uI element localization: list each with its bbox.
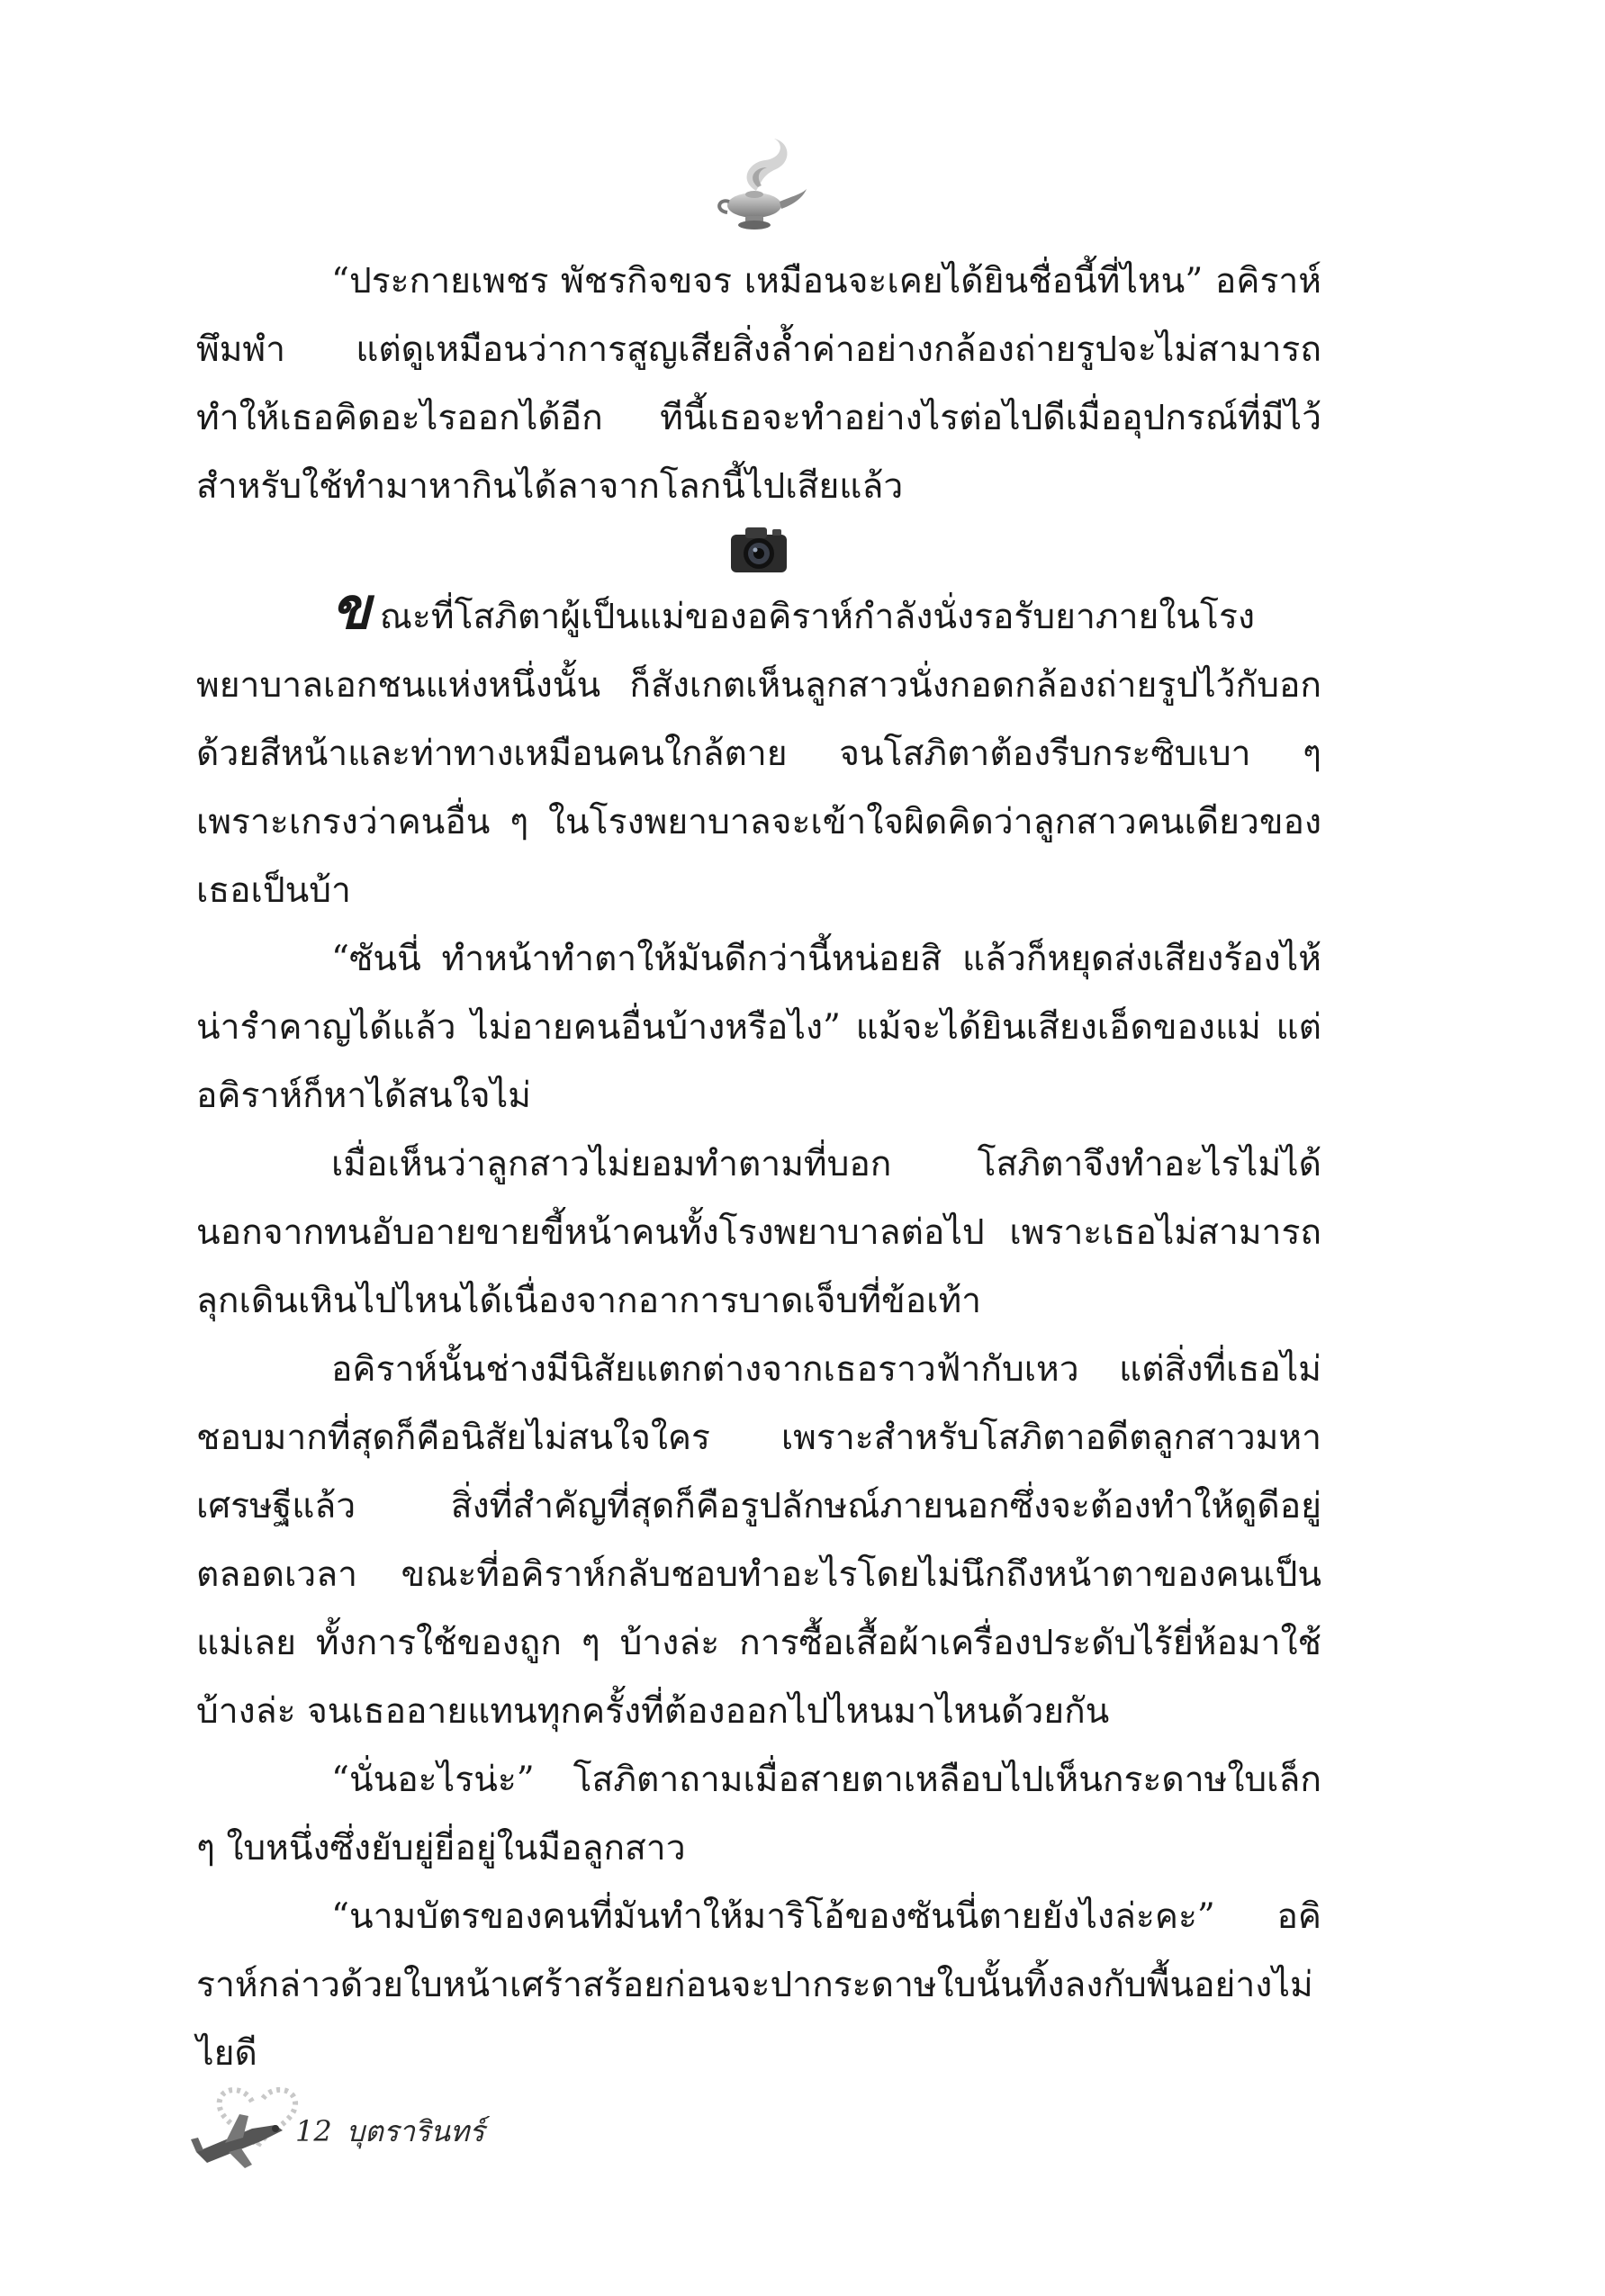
genie-lamp-ornament-icon <box>702 135 810 234</box>
paragraph-first <box>196 575 1321 925</box>
paragraph: “นามบัตรของคนที่มันทำให้มาริโอ้ของซันนี่ตายยังไงล่ะคะ” อคิราห์กล่าวด้วยใบหน้าเศร้าสร้อยก่อนจะปากระดาษใบนั้นทิ้งลงกับพื้นอย่างไม่ไยดี <box>196 1896 1321 2074</box>
footer-text <box>295 2109 499 2155</box>
author-name: บุตรารินทร์ <box>346 2114 485 2148</box>
paragraph: อคิราห์นั้นช่างมีนิสัยแตกต่างจากเธอราวฟ้ากับเหว แต่สิ่งที่เธอไม่ชอบมากที่สุดก็คือนิสัยไม่สนใจใคร เพราะสำหรับโสภิตาอดีตลูกสาวมหาเศรษฐีแล้ว สิ่งที่สำคัญที่สุดก็คือรูปลักษณ์ภายนอกซึ่งจะต้องทำให้ดูดีอยู่ตลอดเวลา ขณะที่อคิราห์กลับชอบทำอะไรโดยไม่นึกถึงหน้าตาของคนเป็นแม่เลย ทั้งการใช้ของถูก ๆ บ้างล่ะ การซื้อเสื้อผ้าเครื่องประดับไร้ยี่ห้อมาใช้บ้างล่ะ จนเธออายแทนทุกครั้งที่ต้องออกไปไหนมาไหนด้วยกัน <box>196 1349 1321 1732</box>
paragraph: เมื่อเห็นว่าลูกสาวไม่ยอมทำตามที่บอก โสภิตาจึงทำอะไรไม่ได้นอกจากทนอับอายขายขี้หน้าคนทั้งโรงพยาบาลต่อไป เพราะเธอไม่สามารถลุกเดินเหินไปไหนได้เนื่องจากอาการบาดเจ็บที่ข้อเท้า <box>196 1144 1321 1321</box>
paragraph-first-text: ณะที่โสภิตาผู้เป็นแม่ของอคิราห์กำลังนั่งรอรับยาภายในโรงพยาบาลเอกชนแห่งหนึ่งนั้น ก็สังเกตเห็นลูกสาวนั่งกอดกล้องถ่ายรูปไว้กับอกด้วยสีหน้าและท่าทางเหมือนคนใกล้ตาย จนโสภิตาต้องรีบกระซิบเบา ๆ เพราะเกรงว่าคนอื่น ๆ ในโรงพยาบาลจะเข้าใจผิดคิดว่าลูกสาวคนเดียวของเธอเป็นบ้า <box>196 597 1321 911</box>
section-1 <box>196 248 1321 521</box>
section-2 <box>196 575 1321 2088</box>
paragraph: “ซันนี่ ทำหน้าทำตาให้มันดีกว่านี้หน่อยสิ แล้วก็หยุดส่งเสียงร้องไห้น่ารำคาญได้แล้ว ไม่อายคนอื่นบ้างหรือไง” แม้จะได้ยินเสียงเอ็ดของแม่ แต่อคิราห์ก็หาได้สนใจไม่ <box>196 939 1321 1116</box>
page-number: 12 <box>295 2114 332 2148</box>
camera-icon <box>727 524 790 576</box>
drop-cap: ข <box>331 575 371 643</box>
paragraph: “ประกายเพชร พัชรกิจขจร เหมือนจะเคยได้ยินชื่อนี้ที่ไหน” อคิราห์พึมพำ แต่ดูเหมือนว่าการสูญเสียสิ่งล้ำค่าอย่างกล้องถ่ายรูปจะไม่สามารถทำให้เธอคิดอะไรออกได้อีก ทีนี้เธอจะทำอย่างไรต่อไปดีเมื่ออุปกรณ์ที่มีไว้สำหรับใช้ทำมาหากินได้ลาจากโลกนี้ไปเสียแล้ว <box>196 261 1321 507</box>
paragraph: “นั่นอะไรน่ะ” โสภิตาถามเมื่อสายตาเหลือบไปเห็นกระดาษใบเล็ก ๆ ใบหนึ่งซึ่งยับยู่ยี่อยู่ในมือลูกสาว <box>196 1760 1321 1868</box>
page-footer <box>189 2075 639 2183</box>
